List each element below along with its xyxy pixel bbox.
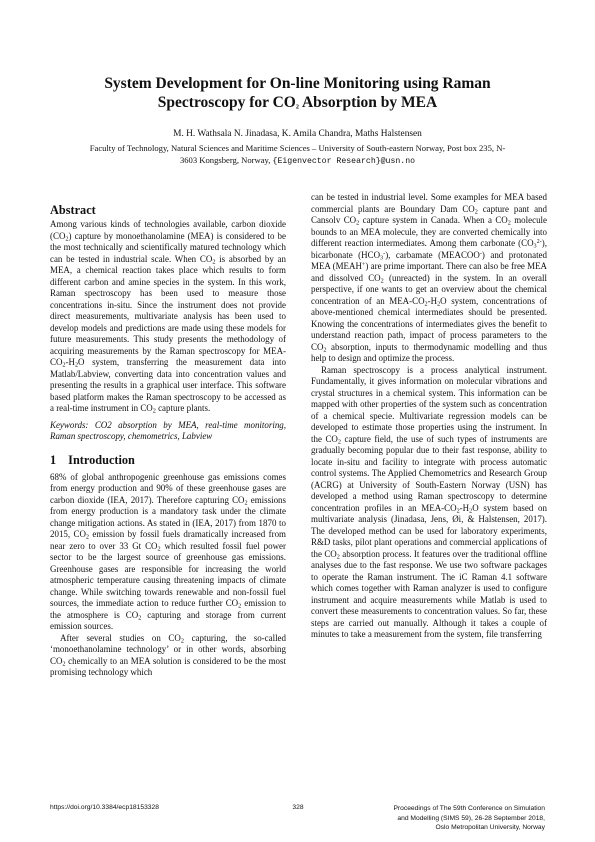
subscript: 3 [533,242,537,250]
subscript: 2 [337,438,341,445]
subscript: 2 [469,507,473,514]
affiliation-line-1: Faculty of Technology, Natural Sciences and Maritime Sciences – University of South-eastern Norway, Post box 235, N- [89,142,506,153]
page-number: 328 [292,804,304,811]
text-run: is absorbed by an MEA, a chemical reaction takes place which results to form different carbon and amine species in the system. In this work, Raman spectroscopy has been used to measure those concentrations in-situ. Since the instrument does not provide direct measurements, multivariate analysis has been used to develop models and predictions are made using these models for future measurements. This study presents the methodology of acquiring measurements by the Raman spectroscopy for MEA-CO [50,253,286,367]
author-list: M. H. Wathsala N. Jinadasa, K. Amila Chandra, Maths Halstensen [173,129,422,139]
subscript: 2 [437,300,441,307]
subscript: 2 [424,300,428,307]
text-run: capture pant and Cansolv CO [311,203,547,225]
subscript: 2 [380,277,384,284]
subscript: 2 [180,637,184,644]
superscript: - [479,249,482,257]
section-heading-introduction [50,453,286,468]
proceedings-line-1: Proceedings of The 59th Conference on Simulation [393,805,545,812]
title-line-2 [40,93,555,112]
body-paragraph [50,472,286,633]
affiliation [54,142,541,169]
subscript: 2 [85,533,90,541]
proceedings-info [340,804,545,833]
email-address[interactable]: {Eigenvector Research}@usn.no [272,156,416,166]
text-run: -H [65,357,75,367]
paper-title [40,74,555,112]
subscript: 2 [62,361,66,369]
text-run: capture field, the use of such types of instruments are gradually becoming popular due to their fast response, ability to locate in-situ and facility to integrate with process automatic control systems. The Applied Chemometrics and Research Group (ACRG) at University of South-Eastern Norway (USN) has developed a method using Raman spectroscopy to determine concentration profiles in an MEA-CO [311,433,547,513]
body-paragraph [311,365,547,641]
text-run: capturing and storage from current emission sources. [50,609,286,631]
abstract-heading: Abstract [50,203,96,217]
text-run: which resulted fossil fuel power sector to be the largest source of greenhouse gas emissions. Greenhouse gases are responsible for increasing the world atmospheric temperature causing threatening impacts of climate change. While switching towards renewable and non-fossil fuel sources, the immediate action to reduce further CO [50,540,286,608]
subscript: 2 [507,219,511,227]
affiliation-text: 3603 Kongsberg, Norway, [179,154,273,165]
subscript: 2 [152,407,156,415]
text-run: Among various kinds of technologies available, carbon dioxide (CO [50,219,286,241]
text-run: emission by fossil fuels dramatically increased from near zero to over 33 Gt CO [50,529,286,551]
text-run: molecule bounds to an MEA molecule, they are converted chemically into different reaction intermediates. Among them carbonate (CO [311,215,547,248]
doi-link[interactable]: https://doi.org/10.3384/ecp18153328 [50,804,159,811]
text-run: O system, concentrations of above-mentioned chemical intermediates should be presented. Knowing the concentrations of intermediates gives the benefit to understand reaction path, impact of process parameters to the CO [311,295,547,352]
left-column [50,203,286,679]
subscript: 2 [336,553,340,560]
superscript: + [361,261,366,268]
subscript: 2 [138,614,142,621]
subscript: 2 [323,346,327,353]
subscript: 3 [380,254,384,261]
subscript: 2 [74,361,79,369]
text-run: can be tested in industrial level. Some examples for MEA based commercial plants are Boundary Dam CO [311,192,547,214]
keywords [50,420,286,443]
text-run: absorption process. It features over the traditional offline analyses due to the fast response. We use two software packages to operate the Raman instrument. The iC Raman 4.1 software which comes together with Raman analyzer is used to configure instrument and acquire measurements while Matlab is used to convert these measurements to concentration values. So far, these steps are carried out manually. Although it takes a couple of minutes to take a measurement from the system, file transferring [311,548,547,639]
subscript: 2 [356,219,360,227]
text-run: Raman spectroscopy is a process analytical instrument. Fundamentally, it gives information on molecular vibrations and crystal structures in a chemical system. This information can be mapped with other properties of the system such as concentration of a chemical specie. Multivariate regression models can be developed to estimate those properties using the instrument. In the CO [311,364,547,444]
subscript: 2 [65,235,69,242]
body-paragraph [311,192,547,365]
text-run: ) and protonated MEA (MEAH [311,249,547,271]
text-run: After several studies on CO [60,632,181,643]
text-run: capture system in Canada. When a CO [359,215,508,225]
text-run: capture plants. [155,403,211,413]
subscript: 2 [62,660,66,667]
text-run: O system based on multivariate analysis (Jinadasa, Jens, Øi, & Halstensen, 2017). The developed method can be used for laboratory experiments, R&D tasks, pilot plant operations and commercial applications of the CO [311,502,547,559]
text-run: -H [459,502,470,513]
superscript: 2- [536,238,542,245]
body-paragraph [50,633,286,679]
title-subscript: 2 [295,103,299,111]
right-column [311,192,547,641]
proceedings-line-2: and Modelling (SIMS 59), 26-28 September 2018, [397,814,545,822]
title-line-1: System Development for On-line Monitoring using Raman [104,75,491,92]
section-title: Introduction [68,452,135,467]
title-text: Absorption by MEA [298,94,438,111]
section-number: 1 [50,452,57,467]
text-run: ) capture by monoethanolamine (MEA) is considered to be the most technically and scientifically matured technology which can be tested in industrial scale. When CO [50,230,286,264]
title-text: Spectroscopy for CO [157,94,296,111]
text-run: ), carbamate (MEACOO [385,249,480,260]
text-run: ), bicarbonate (HCO [311,238,547,260]
subscript: 2 [157,545,161,552]
text-run: emissions from energy production is a mandatory task under the climate change mitigation actions. As stated in (IEA, 2017) from 1870 to 2015, CO [50,494,286,539]
text-run: capturing, the so-called ‘monoethanolamine technology’ or in other words, absorbing CO [50,632,286,666]
subscript: 2 [212,258,216,265]
subscript: 2 [238,602,242,610]
text-run: O system, transferring the measurement data into Matlab/Labview, converting data into concentration values and presenting the results in a graphical user interface. This software based platform makes the Raman spectroscopy to be accessed as a real-time instrument in CO [50,357,286,413]
subscript: 2 [244,499,248,506]
superscript: - [383,249,386,257]
text-run: -H [427,295,438,306]
text-run: absorption, inputs to thermodynamic modelling and thus help to design and optimize the process. [311,341,547,363]
affiliation-line-2 [54,154,541,168]
abstract-paragraph [50,219,286,415]
proceedings-line-3: Oslo Metropolitan University, Norway [435,824,545,832]
text-run: (unreacted) in the system. In an overall perspective, if one wants to get an overview about the chemical concentration of an MEA-CO [311,272,547,306]
subscript: 2 [456,507,460,514]
text-run: ) are prime important. There can also be free MEA and dissolved CO [311,261,547,283]
text-run: 68% of global anthropogenic greenhouse gas emissions comes from energy production and 90% of these greenhouse gases are carbon dioxide (IEA, 2017). Therefore capturing CO [50,471,286,505]
keywords-text: Keywords: CO2 absorption by MEA, real-time monitoring, Raman spectroscopy, chemometrics, Labview [50,419,286,441]
subscript: 2 [474,208,478,215]
text-run: emission to the atmosphere is CO [50,598,286,620]
text-run: chemically to an MEA solution is considered to be the most promising technology which [50,655,286,677]
